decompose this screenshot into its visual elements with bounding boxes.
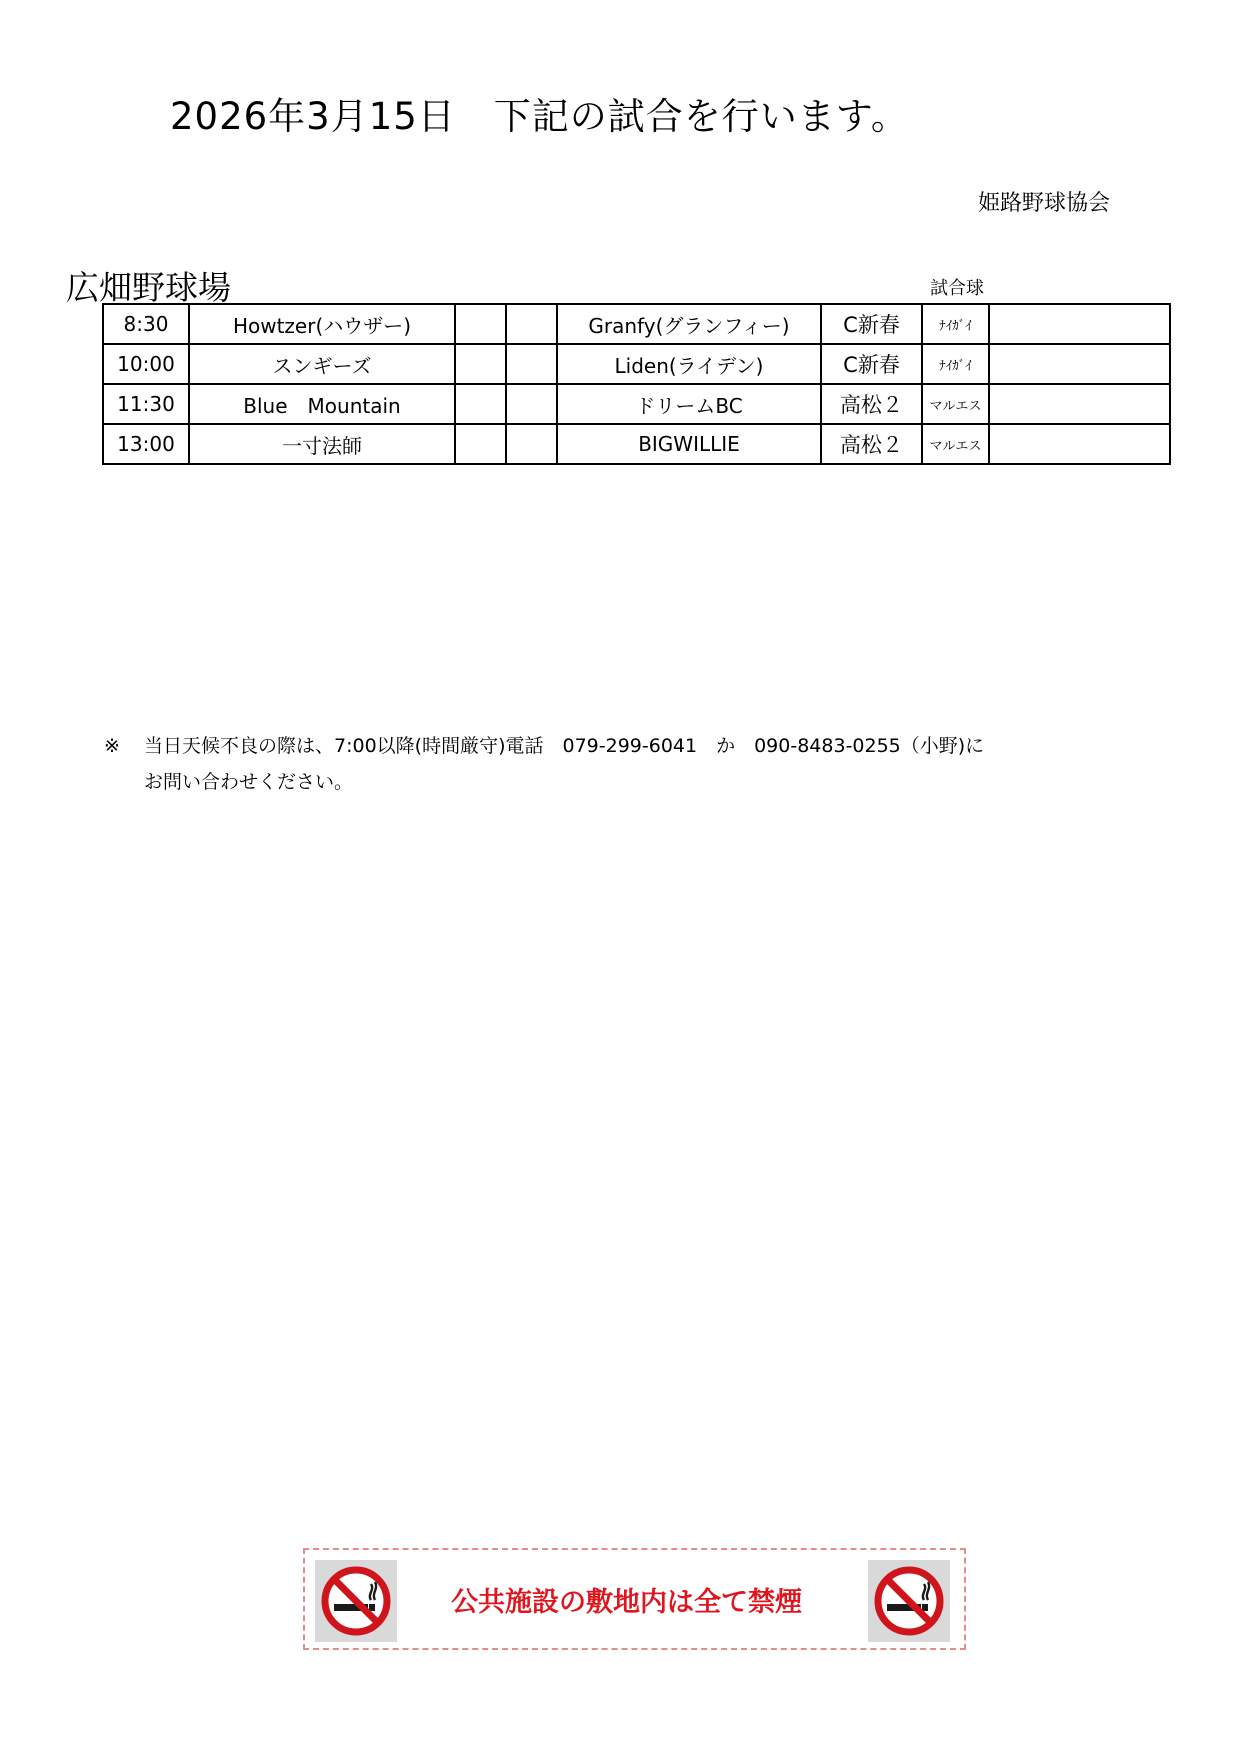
score-cell [506,344,557,384]
score-cell [455,304,506,344]
field-assignment: 高松２ [821,424,922,464]
weather-notice [104,728,984,800]
notice-line-2: お問い合わせください。 [144,771,354,793]
team-away: BIGWILLIE [557,424,821,464]
no-smoking-text: 公共施設の敷地内は全て禁煙 [451,1587,802,1618]
team-home: スンギーズ [189,344,455,384]
game-ball: マルエス [922,424,989,464]
field-assignment: C新春 [821,344,922,384]
field-assignment: 高松２ [821,384,922,424]
blank-cell [989,384,1170,424]
table-row [103,384,1170,424]
game-time: 13:00 [103,424,189,464]
team-away: Granfy(グランフィー) [557,304,821,344]
ball-column-label: 試合球 [930,278,984,299]
field-assignment: C新春 [821,304,922,344]
blank-cell [989,304,1170,344]
blank-cell [989,424,1170,464]
score-cell [455,384,506,424]
no-smoking-icon [868,1560,950,1642]
game-ball: ﾅｲｶﾞｲ [922,304,989,344]
score-cell [455,424,506,464]
game-time: 10:00 [103,344,189,384]
team-home: Blue Mountain [189,384,455,424]
game-ball: マルエス [922,384,989,424]
team-away: Liden(ライデン) [557,344,821,384]
score-cell [506,384,557,424]
game-time: 11:30 [103,384,189,424]
organization-name: 姫路野球協会 [978,191,1111,216]
page-title: 2026年3月15日 下記の試合を行います。 [170,95,909,138]
game-time: 8:30 [103,304,189,344]
notice-line-1: 当日天候不良の際は、7:00以降(時間厳守)電話 079-299-6041 か 090-8483-0255（小野)に [144,735,985,757]
venue-name: 広畑野球場 [66,268,231,307]
table-row [103,304,1170,344]
game-schedule-table [102,303,1171,465]
team-home: 一寸法師 [189,424,455,464]
no-smoking-banner [303,1548,966,1650]
no-smoking-icon [315,1560,397,1642]
reference-mark: ※ [104,735,120,757]
team-home: Howtzer(ハウザー) [189,304,455,344]
score-cell [506,304,557,344]
score-cell [506,424,557,464]
table-row [103,424,1170,464]
team-away: ドリームBC [557,384,821,424]
game-ball: ﾅｲｶﾞｲ [922,344,989,384]
table-row [103,344,1170,384]
blank-cell [989,344,1170,384]
score-cell [455,344,506,384]
